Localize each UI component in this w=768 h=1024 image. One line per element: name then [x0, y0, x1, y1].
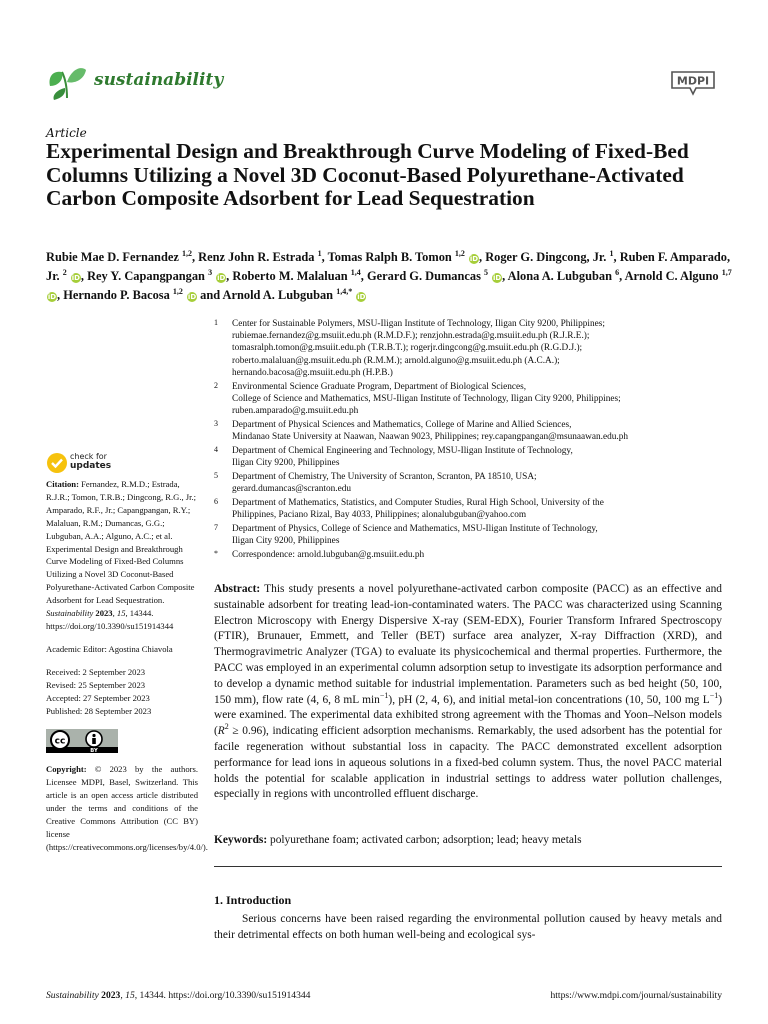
introduction-text: Serious concerns have been raised regarding the environmental pollution caused by heavy metals and their detrimental effects on both human well-being and ecological sys-: [214, 913, 722, 941]
abstract-superscript: −1: [379, 690, 389, 700]
orcid-icon[interactable]: iD: [71, 274, 80, 282]
author-separator: ,: [502, 269, 508, 283]
author-separator: and: [197, 288, 223, 302]
check-for-updates[interactable]: [46, 452, 156, 474]
citation-text: Fernandez, R.M.D.; Estrada, R.J.R.; Tomon, T.R.B.; Dingcong, R.G., Jr.; Amparado, R.F., Jr.; Capangpangan, R.Y.; Malaluan, R.M.; Dumancas, G.G.; Lubguban, A.A.; Alguno, A.C.; et al. Experimental Design and Breakthrough Curve Modeling of Fixed-Bed Columns Utilizing a Novel 3D Coconut-Based Polyurethane-Activated Carbon Composite Adsorbent for Lead Sequestration.: [46, 479, 197, 606]
abstract-text: This study presents a novel polyurethane-activated carbon composite (PACC) as an effective and sustainable adsorbent for treating lead-ion-contaminated waters. The PACC was characterized using Scanning Electron Microscopy with Energy Dispersive X-ray (SEM-EDX), Fourier Transform Infrared Spectroscopy (FTIR), Brunauer, Emmett, and Teller (BET) surface area analyzer, X-ray Diffraction (XRD), and Thermogravimetric Analyzer (TGA) to evaluate its physicochemical and thermal properties. Furthermore, the PACC was employed in an experimental column adsorption setup to investigate its adsorption performance and to develop a dynamic method suitable for industrial implementation. Parameters such as bed height (50, 100, 150 mm), flow rate (4, 6, 8 mL min: [214, 583, 722, 706]
author-affiliation-marker: 1,7: [721, 267, 732, 277]
affiliation-text: Environmental Science Graduate Program, Department of Biological Sciences, College of Science and Mathematics, MSU-Iligan Institute of Technology, Iligan City 9200, Philippines; ruben.amparado@g.msuiit.edu.ph: [232, 381, 621, 417]
author-name: Rubie Mae D. Fernandez: [46, 250, 179, 264]
abstract-superscript: −1: [709, 690, 719, 700]
citation-volume: , 15: [112, 608, 126, 619]
academic-editor: Academic Editor: Agostina Chiavola: [46, 643, 173, 654]
affiliation-item: [214, 471, 724, 495]
affiliation-text: Department of Physical Sciences and Mathematics, College of Marine and Allied Sciences, Mindanao State University at Naawan, Naawan 9023, Philippines; rey.capangpangan@msunaawan.edu.ph: [232, 419, 628, 443]
mdpi-logo-text: MDPI: [676, 74, 710, 88]
footer-journal-url[interactable]: https://www.mdpi.com/journal/sustainability: [550, 990, 722, 1001]
affiliation-text: Department of Physics, College of Science and Mathematics, MSU-Iligan Institute of Technology, Iligan City 9200, Philippines: [232, 523, 598, 547]
author-name: Rey Y. Capangpangan: [87, 269, 205, 283]
copyright-label: Copyright:: [46, 764, 87, 775]
author-name: Roberto M. Malaluan: [232, 269, 348, 283]
footer-doi[interactable]: , 14344. https://doi.org/10.3390/su151914344: [134, 990, 311, 1001]
footer-year: 2023: [98, 990, 121, 1001]
affiliation-text: Department of Chemistry, The University of Scranton, Scranton, PA 18510, USA; gerard.dumancas@scranton.edu: [232, 471, 537, 495]
abstract-text: ), pH (2, 4, 6), and initial metal-ion concentrations (10, 50, 100 mg L: [388, 693, 710, 706]
author-affiliation-marker: 1,4: [350, 267, 361, 277]
author-affiliation-marker: 1,2: [172, 286, 183, 296]
journal-logo: [46, 60, 246, 104]
abstract-superscript: 2: [224, 722, 229, 732]
author-name: Tomas Ralph B. Tomon: [327, 250, 452, 264]
citation-doi[interactable]: , 14344. https://doi.org/10.3390/su151914344: [46, 608, 174, 631]
affiliation-item: [214, 419, 724, 443]
sidebar: [46, 478, 208, 862]
author-name: Arnold C. Alguno: [624, 269, 719, 283]
author-name: Gerard G. Dumancas: [366, 269, 481, 283]
orcid-icon[interactable]: iD: [357, 293, 366, 301]
citation-journal: Sustainability: [46, 608, 94, 619]
citation: [46, 478, 198, 633]
leaf-icon: [46, 60, 88, 100]
author-affiliation-marker: 1,2: [181, 248, 192, 258]
affiliation-text: Department of Mathematics, Statistics, and Computer Studies, Rural High School, University of the Philippines, Paciano Rizal, Bay 4033, Philippines; alonalubguban@yahoo.com: [232, 497, 604, 521]
affiliation-number: 2: [214, 380, 218, 390]
orcid-icon[interactable]: iD: [469, 255, 479, 263]
journal-name: sustainability: [94, 70, 224, 90]
mdpi-logo: [666, 68, 720, 98]
affiliation-text: Center for Sustainable Polymers, MSU-Iligan Institute of Technology, Iligan City 9200, Philippines; rubiemae.fernandez@g.msuiit.edu.ph (R.M.D.F.); renzjohn.estrada@g.msuiit.edu.ph (R.J.R.E.); tomasralph.tomon@g.msuiit.edu.ph (T.R.B.T.); rogerjr.dingcong@g.msuiit.edu.ph (R.G.D.J.); roberto.malaluan@g.msuiit.edu.ph (R.M.M.); arnold.alguno@g.msuiit.edu.ph (A.C.A.); hernando.bacosa@g.msuiit.edu.ph (H.P.B.): [232, 319, 605, 378]
affiliation-item: [214, 523, 724, 547]
author-separator: ,: [619, 269, 625, 283]
author-name: Ruben F. Amparado, Jr.: [46, 250, 731, 283]
affiliation-number: 6: [214, 496, 218, 506]
affiliation-item: [214, 381, 724, 418]
author-name: Hernando P. Bacosa: [63, 288, 170, 302]
abstract: [214, 582, 722, 803]
author-name: Roger G. Dingcong, Jr.: [485, 250, 607, 264]
check-updates-icon: [46, 452, 68, 474]
author-affiliation-marker: 6: [615, 267, 620, 277]
cc-label: BY: [90, 748, 98, 754]
abstract-text: ≥ 0.96), indicating efficient adsorption mechanisms. Remarkably, the used adsorbent has the potential for facile regeneration without substantial loss in capacity. The PACC demonstrated excellent adsorption performance for lead ions in aqueous solutions in a fixed-bed column system. Thus, the novel PACC material holds the potential for scalable application in industrial settings to address water pollution challenges, especially in regions with uncontrolled effluent discharge.: [214, 725, 722, 801]
affiliation-item: [214, 497, 724, 521]
author-affiliation-marker: 1,2: [454, 248, 465, 258]
copyright-notice: [46, 763, 208, 853]
author-list: [46, 248, 736, 305]
publication-dates: Received: 2 September 2023 Revised: 25 September 2023 Accepted: 27 September 2023 Published: 28 September 2023: [46, 666, 152, 716]
citation-label: Citation:: [46, 479, 79, 489]
orcid-icon[interactable]: iD: [47, 293, 57, 301]
author-separator: ,: [479, 250, 486, 264]
affiliation-text: Department of Chemical Engineering and Technology, MSU-Iligan Institute of Technology, Iligan City 9200, Philippines: [232, 445, 573, 469]
article-title: Experimental Design and Breakthrough Curve Modeling of Fixed-Bed Columns Utilizing a Novel 3D Coconut-Based Polyurethane-Activated Carbon Composite Adsorbent for Lead Sequestration: [46, 139, 689, 210]
orcid-icon[interactable]: iD: [217, 274, 226, 282]
author-affiliation-marker: 1,4,*: [336, 286, 353, 296]
cc-by-license-badge[interactable]: [46, 729, 118, 753]
orcid-icon[interactable]: iD: [187, 293, 197, 301]
author-affiliation-marker: 1: [609, 248, 614, 258]
abstract-label: Abstract:: [214, 583, 261, 595]
author-affiliation-marker: 2: [62, 267, 67, 277]
svg-text:cc: cc: [54, 736, 66, 747]
citation-year: 2023: [93, 608, 113, 619]
keywords: [214, 833, 722, 848]
affiliations: [214, 318, 724, 563]
author-affiliation-marker: 3: [208, 267, 213, 277]
abstract-text: ) were examined. The experimental data exhibited strong agreement with the Thomas and Yoon–Nelson models (: [214, 693, 722, 738]
keywords-text: polyurethane foam; activated carbon; adsorption; lead; heavy metals: [267, 834, 582, 846]
author-separator: ,: [57, 288, 64, 302]
author-separator: ,: [613, 250, 620, 264]
affiliation-item: [214, 318, 724, 379]
author-separator: ,: [191, 250, 199, 264]
check-updates-line1: check for: [70, 452, 107, 461]
affiliation-number: 5: [214, 470, 218, 480]
section-divider: [214, 866, 722, 867]
author-separator: ,: [80, 269, 88, 283]
affiliation-number: 1: [214, 318, 218, 327]
author-affiliation-marker: 5: [484, 267, 489, 277]
orcid-icon[interactable]: iD: [493, 274, 502, 282]
author-name: Alona A. Lubguban: [507, 269, 612, 283]
author-affiliation-marker: 1: [317, 248, 322, 258]
author-separator: ,: [321, 250, 328, 264]
author-name: Arnold A. Lubguban: [222, 288, 334, 302]
section-heading-introduction: 1. Introduction: [214, 893, 292, 907]
keywords-label: Keywords:: [214, 834, 268, 846]
affiliation-number: 7: [214, 522, 218, 532]
affiliation-number: 3: [214, 418, 218, 428]
author-name: Renz John R. Estrada: [198, 250, 315, 264]
author-separator: ,: [226, 269, 233, 283]
footer-volume: , 15: [120, 990, 135, 1001]
affiliation-item: [214, 445, 724, 469]
article-type: Article: [46, 126, 87, 140]
copyright-text: © 2023 by the authors. Licensee MDPI, Basel, Switzerland. This article is an open access article distributed under the terms and conditions of the Creative Commons Attribution (CC BY) license (https://creativecommons.org/licenses/by/4.0/).: [46, 764, 208, 852]
r-squared-symbol: R: [217, 725, 225, 738]
check-updates-line2: updates: [70, 461, 112, 471]
check-updates-text: [70, 452, 111, 471]
affiliation-number: 4: [214, 444, 218, 454]
author-separator: ,: [360, 269, 367, 283]
affiliation-text: Correspondence: arnold.lubguban@g.msuiit.edu.ph: [232, 549, 425, 560]
affiliation-number: *: [214, 548, 218, 558]
footer-citation: [46, 990, 310, 1001]
footer-journal: Sustainability: [46, 990, 99, 1001]
affiliation-item: [214, 549, 724, 561]
